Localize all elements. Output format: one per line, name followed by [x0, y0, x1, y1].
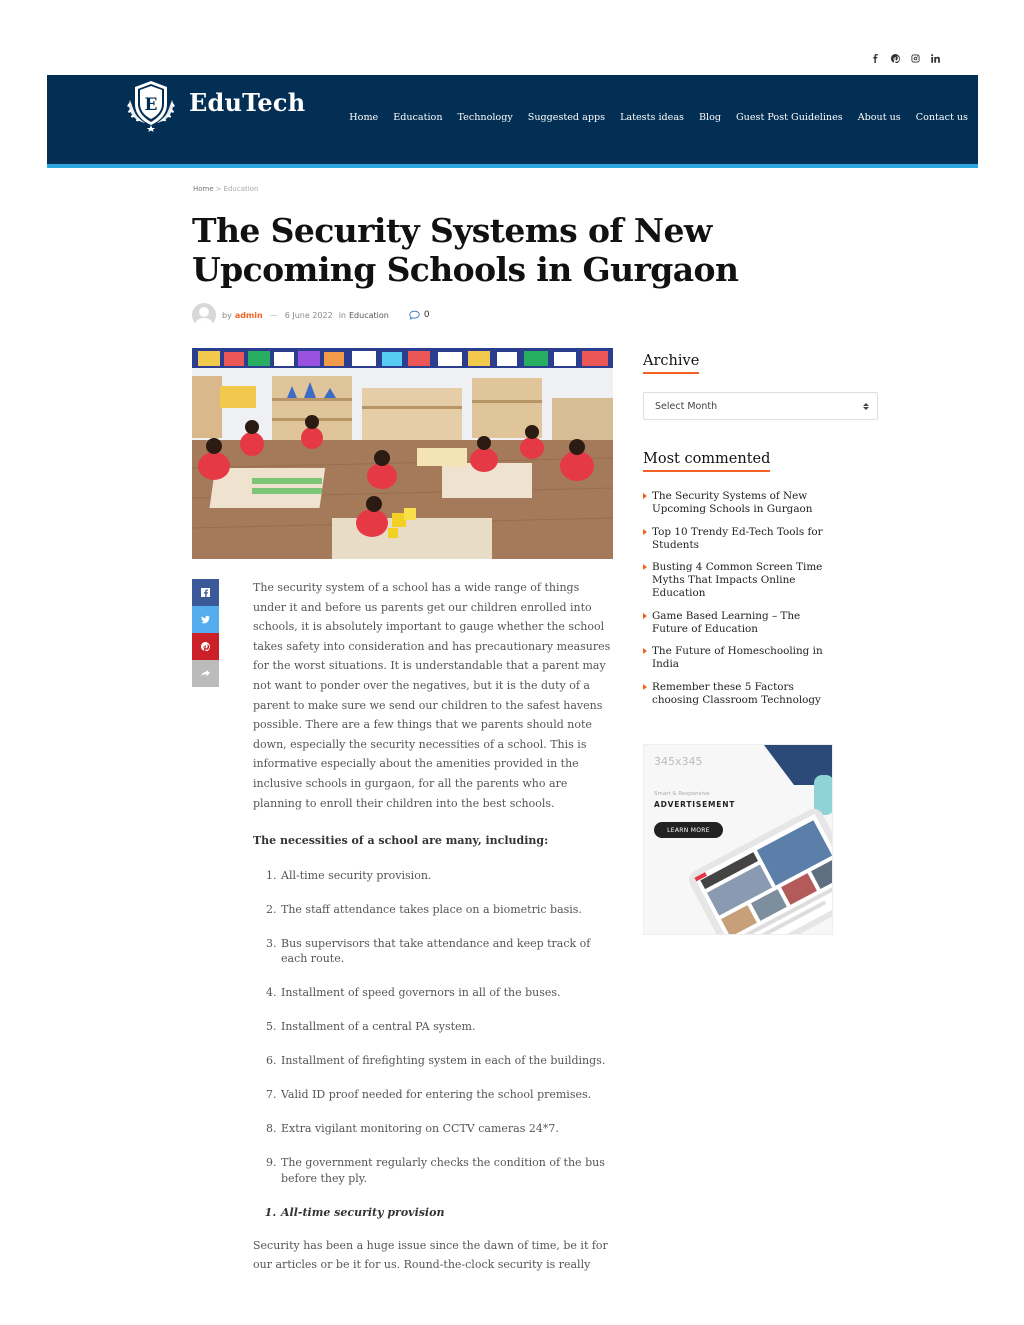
- meta-dash: —: [269, 310, 278, 320]
- author-link[interactable]: admin: [234, 310, 263, 320]
- list-item: 3. Bus supervisors that take attendance and keep track of each route.: [280, 936, 615, 967]
- nav-education[interactable]: Education: [393, 112, 443, 123]
- select-arrows-icon: [863, 403, 869, 410]
- article-intro: The security system of a school has a wide range of things under it and before us parents get our children enrolled into schools, it is absolutely important to gauge whether the school takes safety into consideration and has precautionary measures for the worst situations. It is understandable that a parent may not want to ponder over the negatives, but it is the duty of a parent to make sure we send our children to the safest havens possible. There are a few things that we parents should note down, especially the security necessities of a school. This is informative especially about the amenities provided in the inclusive schools in gurgaon, for all the parents who are planning to enroll their children into the best schools.: [253, 581, 611, 810]
- list-item: 9. The government regularly checks the condition of the bus before they ply.: [280, 1155, 615, 1186]
- list-item: 1. All-time security provision.: [280, 868, 615, 884]
- section-heading: 1. All-time security provision: [280, 1205, 615, 1221]
- archive-select-value: Select Month: [655, 400, 718, 412]
- post-meta: [192, 303, 430, 327]
- featured-image: [192, 348, 613, 559]
- list-item[interactable]: Remember these 5 Factors choosing Classroom Technology: [643, 681, 838, 707]
- page-title: The Security Systems of New Upcoming Schools in Gurgaon: [192, 211, 739, 289]
- breadcrumb-current[interactable]: Education: [223, 185, 259, 193]
- nav-technology[interactable]: Technology: [457, 112, 513, 123]
- nav-home[interactable]: Home: [349, 112, 379, 123]
- twitter-icon: [201, 615, 210, 624]
- article-body: [253, 578, 615, 1275]
- comment-icon: [409, 310, 420, 320]
- archive-title: Archive: [643, 353, 699, 374]
- shield-logo-icon: [122, 78, 180, 132]
- advertisement[interactable]: [643, 744, 833, 935]
- learn-more-button[interactable]: LEARN MORE: [654, 822, 723, 838]
- nav-suggested-apps[interactable]: Suggested apps: [527, 112, 606, 123]
- archive-month-select[interactable]: [643, 392, 878, 420]
- share-more-button[interactable]: [192, 660, 219, 687]
- list-item[interactable]: Game Based Learning – The Future of Education: [643, 610, 838, 636]
- nav-about-us[interactable]: About us: [857, 112, 901, 123]
- breadcrumb-separator: >: [215, 185, 222, 193]
- share-pinterest-button[interactable]: [192, 633, 219, 660]
- ad-tablet-graphic: [644, 745, 833, 935]
- nav-guest-post-guidelines[interactable]: Guest Post Guidelines: [736, 112, 843, 123]
- most-commented-title: Most commented: [643, 451, 770, 472]
- nav-blog[interactable]: Blog: [698, 112, 722, 123]
- nav-latests-ideas[interactable]: Latests ideas: [620, 112, 684, 123]
- instagram-icon[interactable]: [911, 52, 920, 64]
- share-buttons: [192, 579, 219, 687]
- pinterest-icon[interactable]: [891, 52, 900, 64]
- list-item: 6. Installment of firefighting system in each of the buildings.: [280, 1053, 615, 1069]
- social-links: [871, 52, 940, 64]
- main-nav: [349, 112, 968, 123]
- ad-tagline: Smart & Responsive: [654, 791, 710, 797]
- in-label: in: [338, 310, 346, 320]
- list-item: 7. Valid ID proof needed for entering the school premises.: [280, 1087, 615, 1103]
- share-twitter-button[interactable]: [192, 606, 219, 633]
- comment-count: 0: [423, 310, 430, 320]
- site-name: EduTech: [189, 87, 306, 117]
- necessities-list: [280, 868, 615, 1187]
- list-item[interactable]: The Future of Homeschooling in India: [643, 645, 838, 671]
- list-item: 4. Installment of speed governors in all of the buses.: [280, 985, 615, 1001]
- post-date: 6 June 2022: [284, 310, 333, 320]
- list-item: 8. Extra vigilant monitoring on CCTV cameras 24*7.: [280, 1121, 615, 1137]
- breadcrumb-home[interactable]: Home: [193, 185, 214, 193]
- list-item[interactable]: Top 10 Trendy Ed-Tech Tools for Students: [643, 526, 838, 552]
- facebook-icon: [201, 588, 210, 597]
- article-closing: Security has been a huge issue since the dawn of time, be it for our articles or be it for us. Round-the-clock security is really: [253, 1238, 608, 1272]
- most-commented-list: [643, 490, 879, 707]
- share-icon: [201, 669, 210, 678]
- section-heading-list: [280, 1205, 615, 1221]
- breadcrumb: [193, 185, 258, 193]
- list-item: 5. Installment of a central PA system.: [280, 1019, 615, 1035]
- sidebar: [643, 350, 879, 716]
- avatar[interactable]: [192, 303, 216, 327]
- by-label: by: [222, 310, 232, 320]
- pinterest-icon: [201, 642, 210, 651]
- list-item: 2. The staff attendance takes place on a biometric basis.: [280, 902, 615, 918]
- list-item[interactable]: Busting 4 Common Screen Time Myths That Impacts Online Education: [643, 561, 838, 600]
- svg-text:E: E: [144, 95, 158, 115]
- ad-size-label: 345x345: [654, 755, 703, 768]
- comments-link[interactable]: [409, 310, 430, 320]
- facebook-icon[interactable]: [871, 52, 880, 64]
- ad-headline: ADVERTISEMENT: [654, 800, 736, 809]
- list-item[interactable]: The Security Systems of New Upcoming Schools in Gurgaon: [643, 490, 838, 516]
- site-header: [47, 75, 978, 168]
- category-link[interactable]: Education: [348, 310, 389, 320]
- linkedin-icon[interactable]: [931, 52, 940, 64]
- site-logo[interactable]: [122, 78, 305, 132]
- article-subheading: The necessities of a school are many, including:: [253, 834, 549, 848]
- nav-contact-us[interactable]: Contact us: [915, 112, 968, 123]
- share-facebook-button[interactable]: [192, 579, 219, 606]
